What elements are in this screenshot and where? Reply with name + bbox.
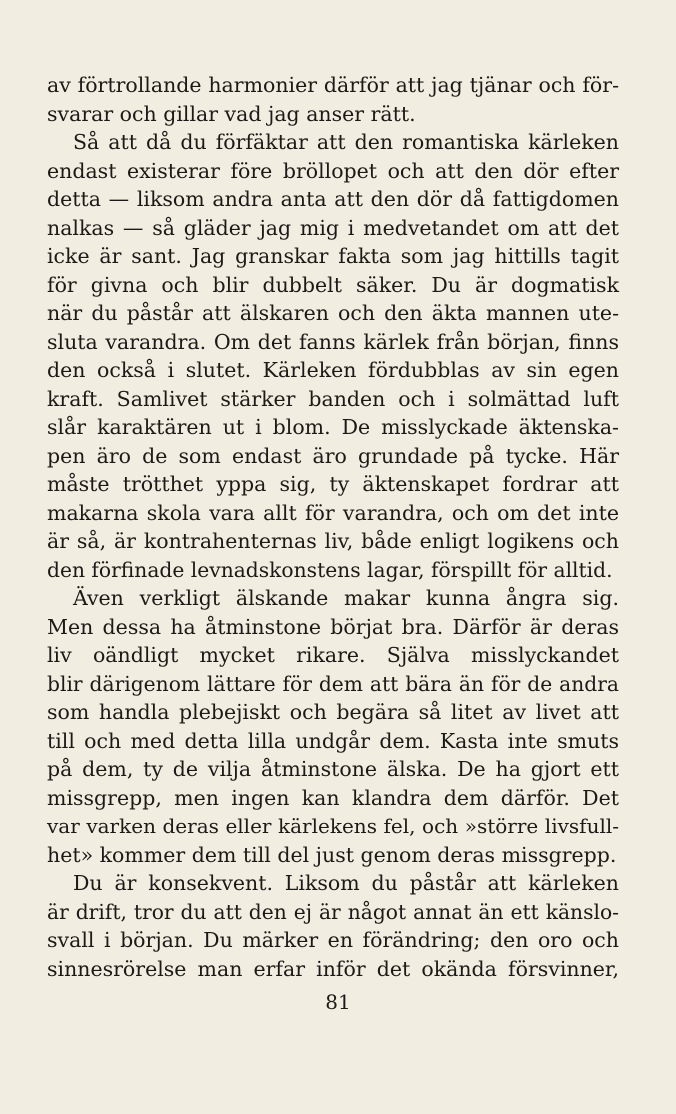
text-line: liv oändligt mycket rikare. Själva misslyckandet (47, 643, 619, 667)
text-line: som handla plebejiskt och begära så litet av livet att (47, 700, 619, 724)
text-line: svall i början. Du märker en förändring; den oro och (47, 928, 619, 952)
text-line: Så att då du förfäktar att den romantiska kärleken (73, 130, 619, 154)
text-line: blir därigenom lättare för dem att bära än för de andra (47, 671, 619, 696)
text-line: för givna och blir dubbelt säker. Du är dogmatisk (47, 272, 619, 297)
text-line: makarna skola vara allt för varandra, och om det inte (47, 500, 619, 525)
text-line: pen äro de som endast äro grundade på tycke. Här (47, 443, 619, 468)
text-line: den också i slutet. Kärleken fördubblas av sin egen (47, 358, 619, 382)
text-line: är så, är kontrahenternas liv, både enligt logikens och (47, 529, 619, 553)
body-text (47, 71, 619, 983)
text-line: Men dessa ha åtminstone börjat bra. Därför är deras (47, 614, 619, 639)
text-line: Även verkligt älskande makar kunna ångra sig. (73, 586, 619, 610)
text-line: icke är sant. Jag granskar fakta som jag hittills tagit (47, 244, 619, 268)
page-number: 81 (325, 990, 351, 1014)
text-line: sinnesrörelse man erfar inför det okända försvinner, (47, 956, 619, 981)
text-line: på dem, ty de vilja åtminstone älska. De ha gjort ett (47, 757, 619, 781)
text-line: detta — liksom andra anta att den dör då fattigdomen (47, 187, 619, 211)
text-line: endast existerar före bröllopet och att den dör efter (47, 158, 619, 183)
text-line: till och med detta lilla undgår dem. Kasta inte smuts (47, 728, 619, 753)
text-line: slår karaktären ut i blom. De misslyckade äktenska- (47, 415, 619, 439)
text-line: svarar och gillar vad jag anser rätt. (47, 101, 416, 126)
text-line: Du är konsekvent. Liksom du påstår att kärleken (73, 871, 619, 895)
text-line: av förtrollande harmonier därför att jag tjänar och för- (47, 73, 619, 97)
text-line: kraft. Samlivet stärker banden och i solmättad luft (47, 386, 619, 411)
text-line: den förfinade levnadskonstens lagar, förspillt för alltid. (47, 557, 613, 582)
text-line: är drift, tror du att den ej är något annat än ett känslo- (47, 899, 619, 924)
text-line: nalkas — så gläder jag mig i medvetandet om att det (47, 215, 619, 240)
text-line: när du påstår att älskaren och den äkta mannen ute- (47, 301, 619, 325)
text-line: het» kommer dem till del just genom deras missgrepp. (47, 842, 617, 867)
text-line: måste trötthet yppa sig, ty äktenskapet fordrar att (47, 472, 619, 496)
text-line: sluta varandra. Om det fanns kärlek från början, finns (47, 329, 619, 354)
text-line: missgrepp, men ingen kan klandra dem därför. Det (47, 785, 619, 810)
text-line: var varken deras eller kärlekens fel, och »större livsfull- (47, 814, 619, 838)
